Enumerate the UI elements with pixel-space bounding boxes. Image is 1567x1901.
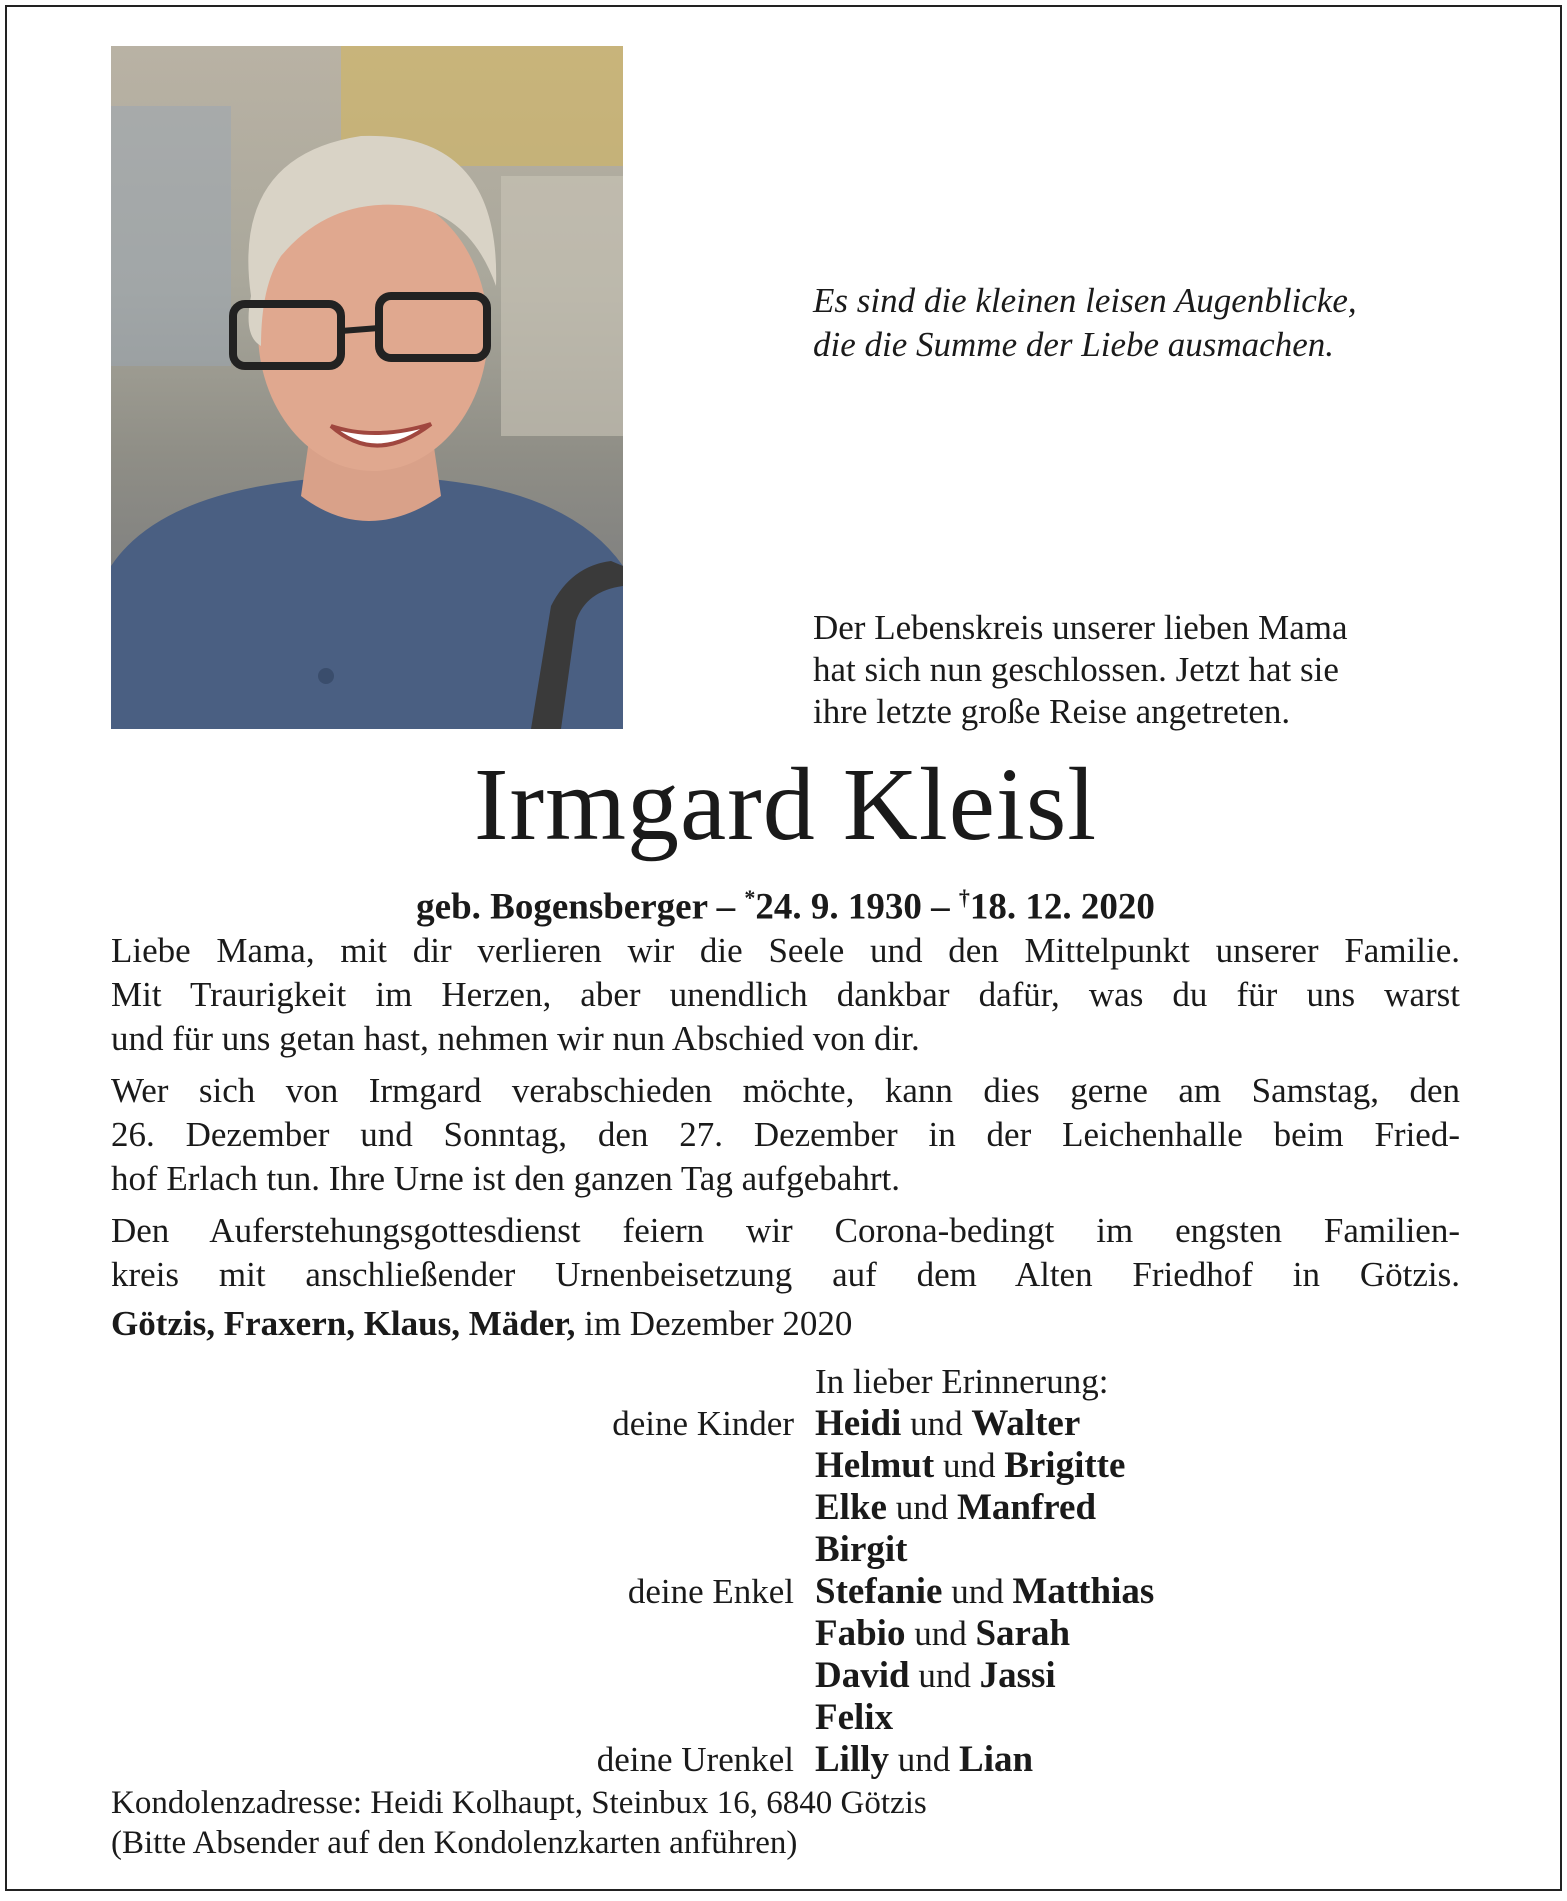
quote-line: die die Summe der Liebe ausmachen. xyxy=(813,325,1334,364)
intro-line: ihre letzte große Reise angetreten. xyxy=(813,692,1291,731)
family-name: Walter xyxy=(971,1403,1081,1444)
family-row: David und Jassi xyxy=(815,1655,1056,1696)
family-name: Stefanie xyxy=(815,1571,943,1612)
intro-line: hat sich nun geschlossen. Jetzt hat sie xyxy=(813,650,1339,689)
birth-death-line: geb. Bogensberger – *24. 9. 1930 – †18. 12. 2020 xyxy=(416,885,1155,928)
deceased-name: Irmgard Kleisl xyxy=(473,747,1098,862)
intro-text xyxy=(813,607,1348,733)
family-name: Jassi xyxy=(979,1655,1056,1696)
birth-date: 24. 9. 1930 xyxy=(755,886,922,928)
footer-line: (Bitte Absender auf den Kondolenzkarten anführen) xyxy=(111,1825,798,1861)
family-name: Felix xyxy=(815,1697,894,1738)
family-name: David xyxy=(815,1655,910,1696)
family-name: Sarah xyxy=(975,1613,1071,1654)
grandchildren-label: deine Enkel xyxy=(627,1572,794,1611)
children-label: deine Kinder xyxy=(612,1404,794,1443)
intro-line: Der Lebenskreis unserer lieben Mama xyxy=(813,608,1348,647)
family-row: deine Urenkel Lilly und Lian xyxy=(596,1739,1034,1780)
family-row xyxy=(7,1697,1564,1739)
death-date: 18. 12. 2020 xyxy=(969,886,1155,928)
text-line: Liebe Mama, mit dir verlieren wir die Seele und den Mittelpunkt unserer Familie. xyxy=(111,931,1460,970)
family-name: Brigitte xyxy=(1004,1445,1126,1486)
great-grandchildren-label: deine Urenkel xyxy=(596,1740,794,1779)
text-line: und für uns getan hast, nehmen wir nun Abschied von dir. xyxy=(111,1019,920,1058)
family-name: Helmut xyxy=(815,1445,935,1486)
obituary-page xyxy=(5,5,1562,1891)
towns: Götzis, Fraxern, Klaus, Mäder, xyxy=(111,1304,576,1343)
epigraph-quote xyxy=(813,279,1357,367)
text-line: Den Auferstehungsgottesdienst feiern wir Corona-bedingt im engsten Familien- xyxy=(111,1211,1460,1250)
family-row: deine Kinder Heidi und Walter xyxy=(612,1403,1081,1444)
family-row: Fabio und Sarah xyxy=(815,1613,1071,1654)
text-line: hof Erlach tun. Ihre Urne ist den ganzen Tag aufgebahrt. xyxy=(111,1159,900,1198)
paragraph-farewell xyxy=(111,929,1460,1061)
family-row xyxy=(7,1529,1564,1571)
text-line: kreis mit anschließender Urnenbeisetzung auf dem Alten Friedhof in Götzis. xyxy=(111,1255,1460,1294)
obituary-body xyxy=(111,929,1460,1305)
family-row: deine Enkel Stefanie und Matthias xyxy=(627,1571,1155,1612)
family-name: Lian xyxy=(959,1739,1034,1780)
family-row: Helmut und Brigitte xyxy=(815,1445,1126,1486)
family-name: Manfred xyxy=(956,1487,1097,1528)
portrait-illustration xyxy=(111,46,623,729)
footer-line: Kondolenzadresse: Heidi Kolhaupt, Steinbux 16, 6840 Götzis xyxy=(111,1785,927,1821)
paragraph-service xyxy=(111,1209,1460,1297)
portrait-photo xyxy=(111,46,623,729)
family-name: Lilly xyxy=(815,1739,890,1780)
text-line: Wer sich von Irmgard verabschieden möchte, kann dies gerne am Samstag, den xyxy=(111,1071,1460,1110)
text-line: 26. Dezember und Sonntag, den 27. Dezember in der Leichenhalle beim Fried- xyxy=(111,1115,1460,1154)
text-line: Mit Traurigkeit im Herzen, aber unendlich dankbar dafür, was du für uns warst xyxy=(111,975,1460,1014)
family-name: Heidi xyxy=(815,1403,902,1444)
family-name: Elke xyxy=(815,1487,887,1528)
place-date-line xyxy=(111,1302,852,1346)
date-text: im Dezember 2020 xyxy=(584,1304,853,1343)
family-name: Fabio xyxy=(815,1613,906,1654)
quote-line: Es sind die kleinen leisen Augenblicke, xyxy=(813,281,1357,320)
memory-row xyxy=(7,1361,1564,1403)
family-name: Matthias xyxy=(1012,1571,1155,1612)
maiden-name: geb. Bogensberger xyxy=(416,886,708,928)
memory-heading: In lieber Erinnerung: xyxy=(815,1362,1109,1401)
family-name: Birgit xyxy=(815,1529,908,1570)
family-row: Elke und Manfred xyxy=(815,1487,1097,1528)
death-symbol: † xyxy=(958,885,970,910)
birth-symbol: * xyxy=(744,885,756,910)
paragraph-viewing xyxy=(111,1069,1460,1201)
family-list xyxy=(7,1361,1564,1781)
condolence-address xyxy=(111,1783,927,1863)
